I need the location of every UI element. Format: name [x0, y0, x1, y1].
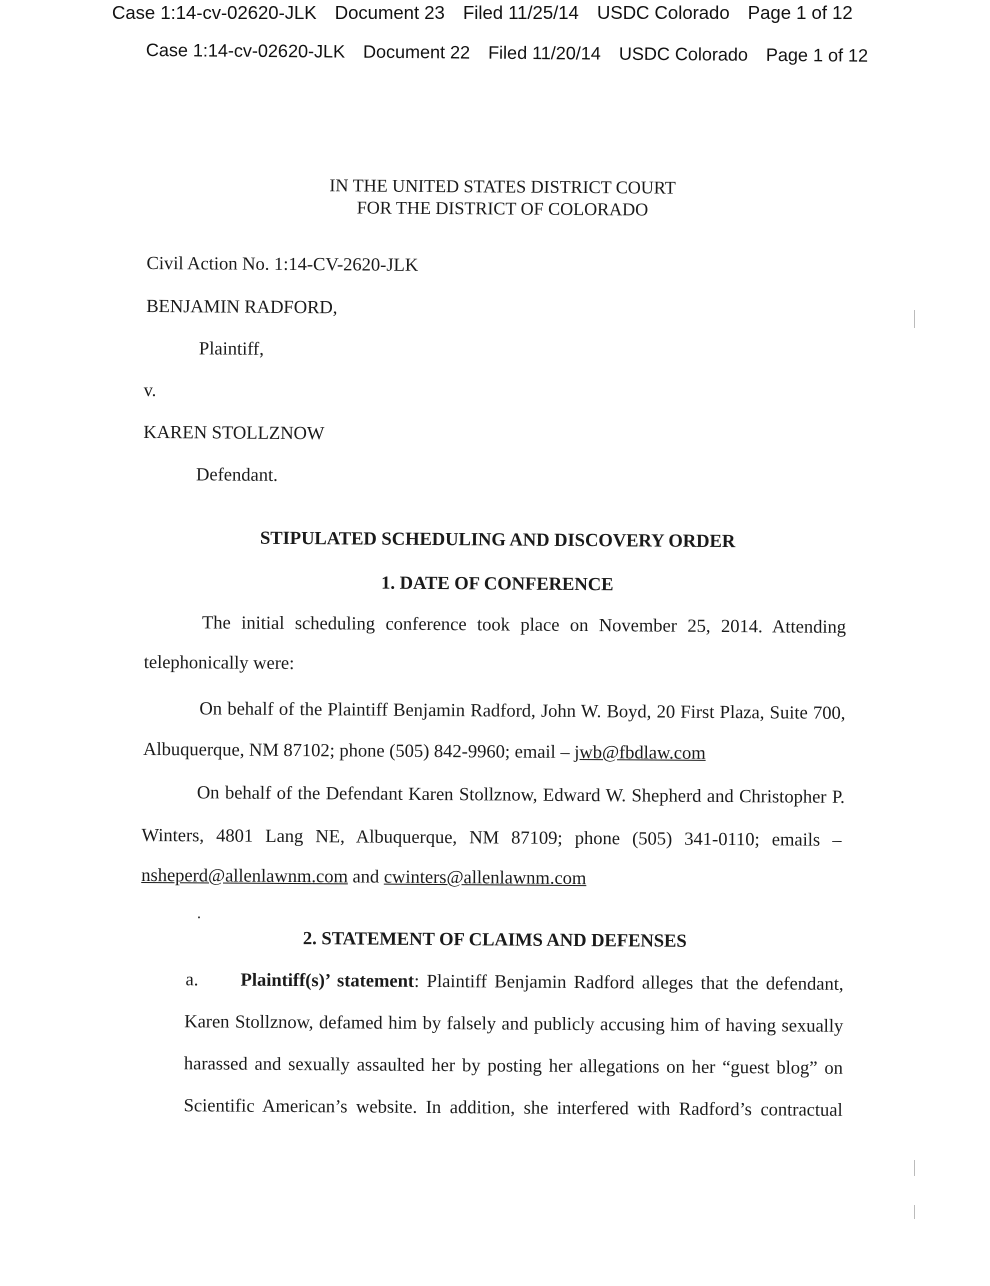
document-number: Document 22	[362, 41, 471, 63]
item-title: Plaintiff(s)’ statement	[240, 970, 415, 992]
defendant-email-link-1[interactable]: nsheperd@allenlawnm.com	[141, 865, 348, 888]
paragraph-line: On behalf of the Plaintiff Benjamin Radford, John W. Boyd, 20 First Plaza, Suite 700,	[199, 699, 846, 724]
page-indicator: Page 1 of 12	[747, 2, 853, 23]
case-number: Case 1:14-cv-02620-JLK	[145, 40, 346, 62]
defendant-name: KAREN STOLLZNOW	[143, 422, 325, 445]
court-name: USDC Colorado	[597, 2, 730, 23]
court-name: USDC Colorado	[618, 43, 749, 65]
filed-date: Filed 11/20/14	[488, 42, 601, 64]
page-indicator: Page 1 of 12	[765, 44, 869, 66]
filed-date: Filed 11/25/14	[462, 2, 579, 23]
paragraph-line	[141, 866, 586, 890]
paragraph-line: Scientific American’s website. In addition, she interfered with Radford’s contractual	[183, 1096, 843, 1121]
paragraph-text: : Plaintiff Benjamin Radford alleges that the defendant,	[414, 971, 844, 995]
paragraph-line: harassed and sexually assaulted her by posting her allegations on her “guest blog” on	[183, 1054, 844, 1079]
versus: v.	[143, 380, 157, 402]
paragraph-line: Winters, 4801 Lang NE, Albuquerque, NM 87109; phone (505) 341-0110; emails –	[141, 825, 842, 851]
scan-edge-mark	[914, 1205, 915, 1219]
defendant-email-link-2[interactable]: cwinters@allenlawnm.com	[383, 867, 587, 890]
document-number: Document 23	[334, 2, 445, 23]
document-title: STIPULATED SCHEDULING AND DISCOVERY ORDER	[259, 528, 736, 553]
plaintiff-role: Plaintiff,	[198, 339, 264, 360]
case-number: Case 1:14-cv-02620-JLK	[112, 2, 317, 23]
civil-action-number: Civil Action No. 1:14-CV-2620-JLK	[146, 253, 419, 276]
defendant-role: Defendant.	[196, 465, 278, 486]
paragraph-line	[240, 971, 843, 996]
paragraph-text: and	[347, 867, 384, 888]
paragraph-text: Albuquerque, NM 87102; phone (505) 842-9960; email –	[143, 739, 575, 763]
court-line-2: FOR THE DISTRICT OF COLORADO	[356, 197, 649, 220]
paragraph-line: On behalf of the Defendant Karen Stollznow, Edward W. Shepherd and Christopher P.	[196, 783, 845, 808]
paragraph-line	[143, 740, 706, 765]
paragraph-line: telephonically were:	[143, 652, 295, 675]
paragraph-line: The initial scheduling conference took place on November 25, 2014. Attending	[201, 613, 847, 638]
scan-edge-mark	[914, 310, 915, 328]
court-line-1: IN THE UNITED STATES DISTRICT COURT	[329, 175, 676, 198]
stray-mark	[198, 916, 200, 918]
scan-edge-mark	[914, 1160, 915, 1176]
item-label: a.	[185, 970, 199, 991]
plaintiff-name: BENJAMIN RADFORD,	[146, 296, 338, 319]
section-2-heading: 2. STATEMENT OF CLAIMS AND DEFENSES	[302, 929, 687, 952]
paragraph-line: Karen Stollznow, defamed him by falsely and publicly accusing him of having sexually	[184, 1012, 844, 1037]
plaintiff-email-link[interactable]: jwb@fbdlaw.com	[574, 742, 706, 764]
section-1-heading: 1. DATE OF CONFERENCE	[381, 573, 614, 596]
